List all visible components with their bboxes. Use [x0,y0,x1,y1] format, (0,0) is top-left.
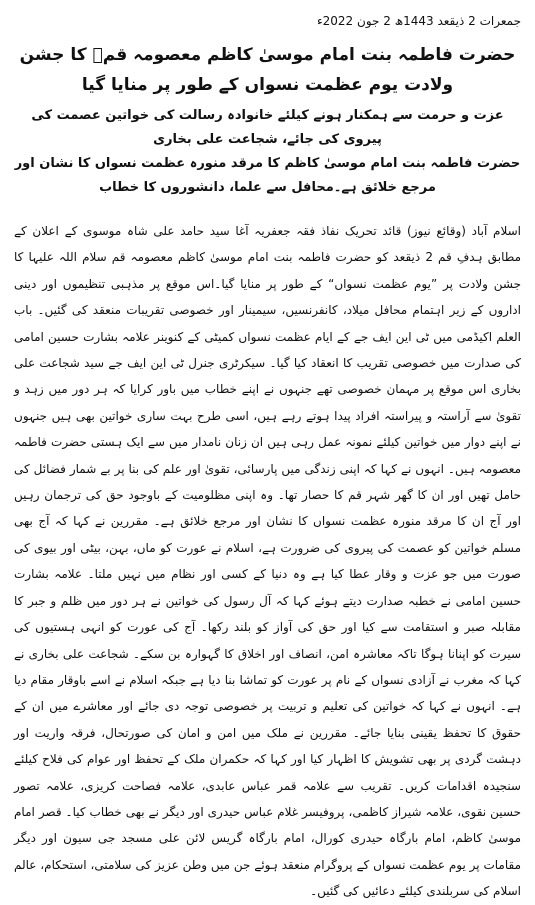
headline: حضرت فاطمہ بنت امام موسیٰ کاظم معصومہ قمؑ کا جشن ولادت یوم عظمت نسواں کے طور پر منایا گیا [19,45,516,95]
subheading-1: عزت و حرمت سے ہمکنار ہونے کیلئے خانوادہ رسالت کی خواتین عصمت کی پیروی کی جائے، شجاعت علی بخاری [31,108,504,147]
dateline: جمعرات 2 ذیقعد 1443ھ 2 جون 2022ء [317,14,521,28]
subheading-2: حضرت فاطمہ بنت امام موسیٰ کاظم کا مرقد منورہ عظمت نسواں کا نشان اور مرجع خلائق ہے۔محافل سے علما، دانشوروں کا خطاب [14,156,521,195]
article-body: اسلام آباد (وقائع نیوز) قائد تحریک نفاذ فقہ جعفریہ آغا سید حامد علی شاہ موسوی کے اعلان کے مطابق ہدفِ قم 2 ذیقعد کو حضرت فاطمہ بنت امام موسیٰ کاظم معصومہ قم سلام اللہ علیہا کا جشن ولادت پر ”یوم عظمت نسواں“ کے طور پر منایا گیا۔اس موقع پر مذہبی تنظیموں اور دینی اداروں کے زیر اہتمام محافل میلاد، کانفرنسیں، سیمینار اور خصوصی تقریبات منعقد کی گئیں۔ باب العلم اکیڈمی میں ٹی این ایف جے کے ایام عظمت نسواں کمیٹی کے کنوینر علامہ بشارت حسین امامی کی صدارت میں خصوصی تقریب کا انعقاد کیا گیا۔ سیکرٹری جنرل ٹی این ایف جے سید شجاعت علی بخاری اس موقع پر مہمان خصوصی تھے جنہوں نے اپنے خطاب میں باور کرایا کہ ہر دور میں زہد و تقویٰ سے آراستہ و پیراستہ افراد پیدا ہوتے رہے ہیں، اسی طرح بہت ساری خواتین بھی ہیں جنہوں نے اپنے دوار میں خواتین کیلئے نمونہ عمل رہی ہیں ان زنان نامدار میں سے ایک ہستی حضرت فاطمہ معصومہ ہیں۔ انہوں نے کہا کہ اپنی زندگی میں پارسائی، تقویٰ اور علم کی بنا پر بے شمار فضائل کی حامل تھیں اور ان کا گھر شہر قم کا حصار تھا۔ وہ اپنی مظلومیت کے باوجود حق کی ترجمان رہیں اور آج ان کا مرقد منورہ عظمت نسواں کا نشان اور مرجع خلائق ہے۔ مقررین نے کہا کہ آج بھی مسلم خواتین کو عصمت کی پیروی کی ضرورت ہے، اسلام نے عورت کو ماں، بہن، بیٹی اور بیوی کی صورت میں جو عزت و وقار عطا کیا ہے وہ دنیا کے کسی اور نظام میں نہیں ملتا۔ علامہ بشارت حسین امامی نے خطبہ صدارت دیتے ہوئے کہا کہ آل رسول کی خواتین نے ہر دور میں ظلم و جبر کا مقابلہ صبر و استقامت سے کیا اور حق کی آواز کو بلند رکھا۔ آج کی عورت کو انہی ہستیوں کی سیرت کو اپنانا ہوگا تاکہ معاشرہ امن، انصاف اور اخلاق کا گہوارہ بن سکے۔ شجاعت علی بخاری نے کہا کہ مغرب نے آزادی نسواں کے نام پر عورت کو تماشا بنا دیا ہے جبکہ اسلام نے اسے باوقار مقام دیا ہے۔ انہوں نے کہا کہ خواتین کی تعلیم و تربیت پر خصوصی توجہ دی جائے اور معاشرے میں ان کے حقوق کا تحفظ یقینی بنایا جائے۔ مقررین نے ملک میں امن و امان کی صورتحال، فرقہ واریت اور دہشت گردی پر بھی تشویش کا اظہار کیا اور کہا کہ حکمران ملک کے تحفظ اور عوام کی فلاح کیلئے سنجیدہ اقدامات کریں۔ تقریب سے علامہ قمر عباس عابدی، علامہ فصاحت کریزی، علامہ تصور حسین نقوی، علامہ شیراز کاظمی، پروفیسر غلام عباس حیدری اور دیگر نے بھی خطاب کیا۔ قصر امام موسیٰ کاظم، امام بارگاہ حیدری کورال، امام بارگاہ گریس لائن علی مسجد جی سیون اور دیگر مقامات پر یوم عظمت نسواں کے پروگرام منعقد ہوئے جن میں وطن عزیز کی سلامتی، استحکام، عالم اسلام کی سربلندی کیلئے دعائیں کی گئیں۔ [14,224,521,899]
